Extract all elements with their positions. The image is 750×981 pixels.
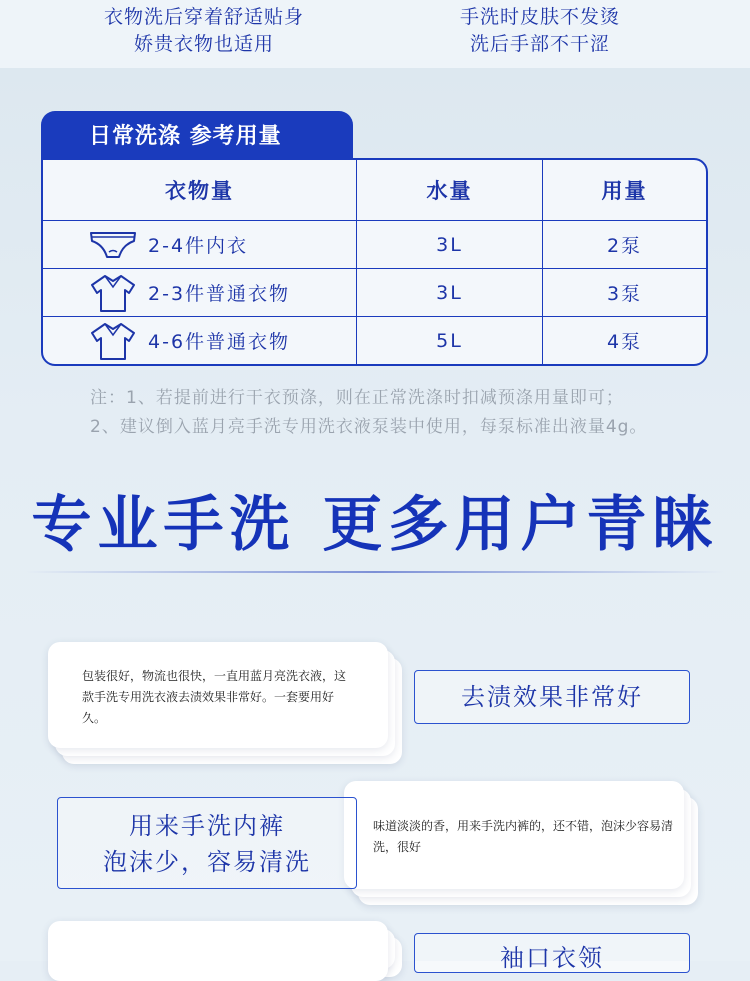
review-label bbox=[414, 670, 690, 724]
row-item-cell bbox=[43, 269, 357, 317]
review-label bbox=[57, 797, 357, 889]
review-text: 味道淡淡的香，用来手洗内裤的，还不错，泡沫少容易清洗，很好 bbox=[373, 819, 674, 854]
row-item-label: 4-6件普通衣物 bbox=[148, 331, 291, 354]
review-card bbox=[48, 921, 388, 981]
review-text: 包装很好，物流也很快，一直用蓝月亮洗衣液，这款手洗专用洗衣液去渍效果非常好。一套要用好久。 bbox=[82, 669, 347, 725]
headline-divider bbox=[25, 571, 725, 573]
review-label-line: 用来手洗内裤 bbox=[129, 812, 285, 840]
table-row bbox=[43, 317, 706, 364]
header-water-amount: 水量 bbox=[357, 160, 543, 221]
row-item-label: 2-4件内衣 bbox=[148, 235, 249, 257]
review-label bbox=[414, 933, 690, 973]
dosage-table bbox=[41, 158, 708, 366]
feature-left-line-2: 娇贵衣物也适用 bbox=[133, 33, 274, 55]
section-headline: 专业手洗 更多用户青睐 bbox=[31, 490, 719, 560]
feature-left-line-1: 衣物洗后穿着舒适贴身 bbox=[103, 6, 304, 28]
shirt-icon bbox=[88, 273, 138, 313]
note-line-2: 2、建议倒入蓝月亮手洗专用洗衣液泵装中使用，每泵标准出液量4g。 bbox=[90, 417, 648, 437]
row-water-cell: 5L bbox=[357, 317, 543, 364]
review-card bbox=[344, 781, 684, 889]
row-item-cell bbox=[43, 221, 357, 269]
row-item-cell bbox=[43, 317, 357, 364]
underwear-icon bbox=[88, 225, 138, 265]
table-header-row bbox=[43, 160, 706, 221]
feature-right-line-2: 洗后手部不干涩 bbox=[469, 33, 610, 55]
row-item-label: 2-3件普通衣物 bbox=[148, 283, 291, 306]
table-row bbox=[43, 269, 706, 317]
shirt-icon bbox=[88, 321, 138, 361]
header-dose: 用量 bbox=[543, 160, 707, 221]
review-label-line: 泡沫少，容易清洗 bbox=[103, 848, 311, 876]
row-water-cell: 3L bbox=[357, 269, 543, 317]
usage-notes bbox=[90, 384, 730, 442]
row-dose-cell: 3泵 bbox=[543, 269, 707, 317]
header-clothes-amount: 衣物量 bbox=[43, 160, 357, 221]
row-water-cell: 3L bbox=[357, 221, 543, 269]
table-row bbox=[43, 221, 706, 269]
review-label-line: 去渍效果非常好 bbox=[461, 683, 643, 711]
review-label-line: 袖口衣领 bbox=[500, 944, 604, 972]
dosage-tab-title: 日常洗涤 参考用量 bbox=[41, 111, 353, 163]
feature-right-line-1: 手洗时皮肤不发烫 bbox=[459, 6, 620, 28]
row-dose-cell: 4泵 bbox=[543, 317, 707, 364]
note-line-1: 注：1、若提前进行干衣预涤，则在正常洗涤时扣减预涤用量即可； bbox=[90, 388, 624, 408]
feature-right bbox=[390, 4, 690, 58]
feature-band bbox=[0, 0, 750, 68]
review-card bbox=[48, 642, 388, 748]
row-dose-cell: 2泵 bbox=[543, 221, 707, 269]
feature-left bbox=[54, 4, 354, 58]
